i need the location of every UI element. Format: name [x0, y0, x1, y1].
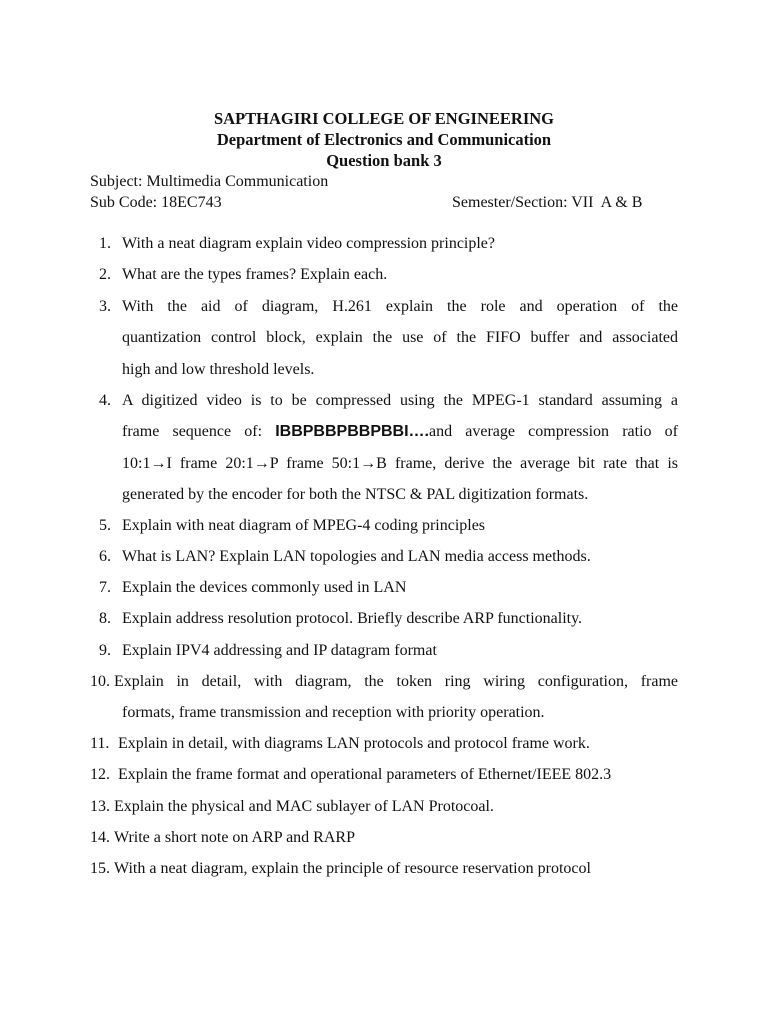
question-text-line: generated by the encoder for both the NTSC & PAL digitization formats. [122, 486, 589, 504]
question-number: 4. [99, 392, 111, 409]
question-number: 1. [99, 235, 111, 252]
question-number: 13. [90, 798, 110, 815]
question-number: 2. [99, 266, 111, 283]
question-number: 12. [90, 766, 110, 783]
question-number: 15. [90, 860, 110, 877]
question-text-line: high and low threshold levels. [122, 360, 315, 378]
question-text-line [122, 416, 678, 447]
code-line [90, 192, 680, 213]
question-text: With a neat diagram, explain the principle of resource reservation protocol [114, 860, 591, 877]
question-text: Explain the devices commonly used in LAN [122, 579, 407, 596]
sub-code-text: Sub Code: 18EC743 [90, 194, 222, 211]
question-text: Explain address resolution protocol. Briefly describe ARP functionality. [122, 610, 583, 627]
question-text-line: formats, frame transmission and reception with priority operation. [122, 704, 545, 722]
document-title: Question bank 3 [326, 151, 442, 170]
question-text-line: quantization control block, explain the use of the FIFO buffer and associated [122, 329, 678, 347]
question-number: 14. [90, 829, 110, 846]
question-text: Explain with neat diagram of MPEG-4 coding principles [122, 517, 486, 534]
semester-section-text: Semester/Section: VII A & B [452, 194, 643, 211]
question-text: What are the types frames? Explain each. [122, 266, 388, 283]
question-text-line: With the aid of diagram, H.261 explain the role and operation of the [122, 298, 678, 315]
question-number: 9. [99, 642, 111, 659]
frame-sequence: IBBPBBPBBPBBI…. [275, 423, 429, 441]
question-text-line: 10:1→I frame 20:1→P frame 50:1→B frame, derive the average bit rate that is [122, 454, 678, 472]
question-text: Explain IPV4 addressing and IP datagram format [122, 642, 437, 659]
question-number: 8. [99, 610, 111, 627]
question-number: 5. [99, 517, 111, 534]
question-text: With a neat diagram explain video compression principle? [122, 235, 496, 252]
question-text-line: A digitized video is to be compressed using the MPEG-1 standard assuming a [122, 392, 678, 409]
subject-text: Subject: Multimedia Communication [90, 173, 329, 190]
frame-sequence-label: frame sequence of: [122, 423, 276, 441]
question-text: What is LAN? Explain LAN topologies and LAN media access methods. [122, 548, 591, 565]
question-text: Explain in detail, with diagrams LAN protocols and protocol frame work. [118, 735, 590, 752]
question-text: Explain the frame format and operational parameters of Ethernet/IEEE 802.3 [118, 766, 612, 783]
subject-line [90, 171, 680, 192]
question-number: 10. [90, 673, 110, 690]
question-text: Write a short note on ARP and RARP [114, 829, 355, 846]
document-header [0, 108, 768, 171]
department-name: Department of Electronics and Communication [216, 130, 552, 149]
question-number: 11. [90, 735, 110, 752]
question-text-line: Explain in detail, with diagram, the token ring wiring configuration, frame [114, 673, 678, 690]
compression-ratio-text: and average compression ratio of [429, 423, 679, 441]
college-name: SAPTHAGIRI COLLEGE OF ENGINEERING [214, 109, 554, 128]
question-number: 3. [99, 298, 111, 315]
question-number: 7. [99, 579, 111, 596]
question-number: 6. [99, 548, 111, 565]
question-text: Explain the physical and MAC sublayer of LAN Protocoal. [114, 798, 494, 815]
